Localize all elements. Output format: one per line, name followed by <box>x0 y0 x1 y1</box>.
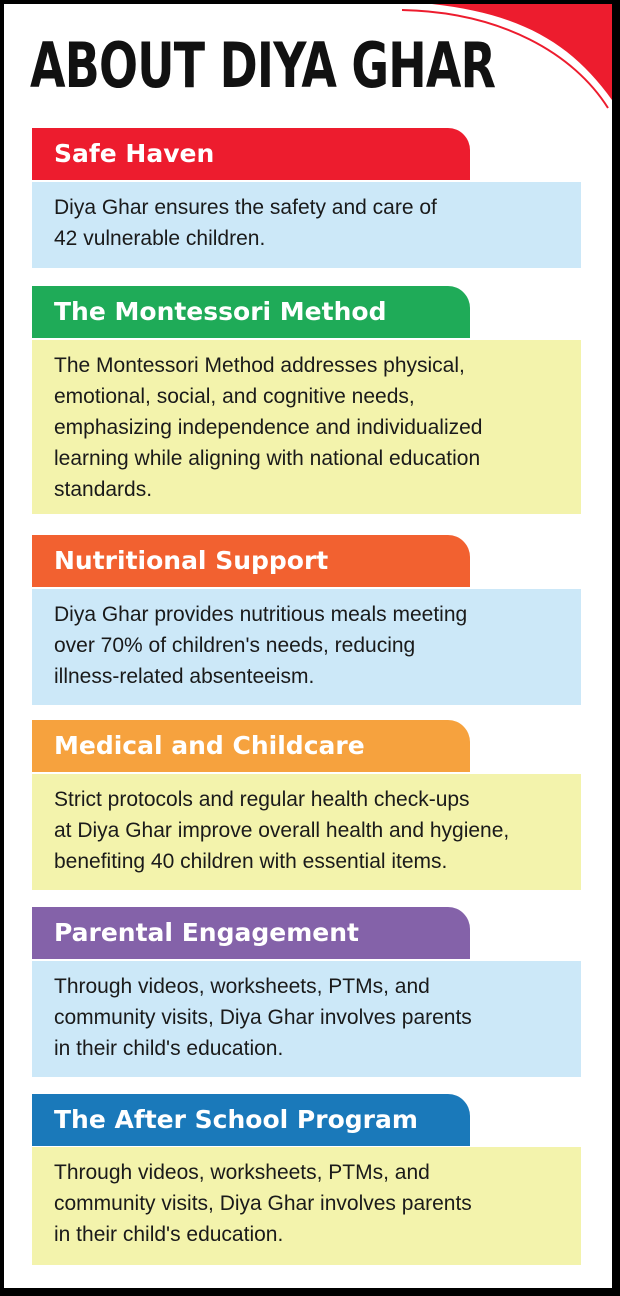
section-body-medical-and-childcare <box>32 774 581 890</box>
infographic-card <box>4 4 612 1288</box>
section-text-line: community visits, Diya Ghar involves parents <box>54 1006 472 1029</box>
section-text-line: The Montessori Method addresses physical, <box>54 354 465 377</box>
section-text-line: Diya Ghar ensures the safety and care of <box>54 196 437 219</box>
section-text-line: learning while aligning with national education <box>54 447 481 470</box>
section-text-line: in their child's education. <box>54 1037 284 1060</box>
section-text-line: Diya Ghar provides nutritious meals meeting <box>54 603 468 626</box>
section-body-montessori-method <box>32 340 581 514</box>
section-body-after-school-program <box>32 1147 581 1265</box>
section-body-nutritional-support <box>32 589 581 705</box>
section-text-line: in their child's education. <box>54 1223 284 1246</box>
section-text-line: Through videos, worksheets, PTMs, and <box>54 1161 430 1184</box>
section-header-after-school-program: The After School Program <box>32 1094 470 1146</box>
section-text-line: at Diya Ghar improve overall health and hygiene, <box>54 819 510 842</box>
section-text-line: benefiting 40 children with essential items. <box>54 850 448 873</box>
section-text-line: standards. <box>54 478 153 501</box>
section-text-line: community visits, Diya Ghar involves parents <box>54 1192 472 1215</box>
page-title: ABOUT DIYA GHAR <box>30 29 496 102</box>
section-body-parental-engagement <box>32 961 581 1077</box>
section-text-line: illness-related absenteeism. <box>54 665 315 688</box>
section-header-medical-and-childcare: Medical and Childcare <box>32 720 470 772</box>
section-body-safe-haven <box>32 182 581 268</box>
section-header-safe-haven: Safe Haven <box>32 128 470 180</box>
section-text-line: emphasizing independence and individualized <box>54 416 483 439</box>
section-text-line: Strict protocols and regular health check-ups <box>54 788 470 811</box>
section-text-line: over 70% of children's needs, reducing <box>54 634 416 657</box>
section-text-line: 42 vulnerable children. <box>54 227 266 250</box>
section-header-nutritional-support: Nutritional Support <box>32 535 470 587</box>
section-header-montessori-method: The Montessori Method <box>32 286 470 338</box>
section-text-line: emotional, social, and cognitive needs, <box>54 385 415 408</box>
section-header-parental-engagement: Parental Engagement <box>32 907 470 959</box>
section-text-line: Through videos, worksheets, PTMs, and <box>54 975 430 998</box>
